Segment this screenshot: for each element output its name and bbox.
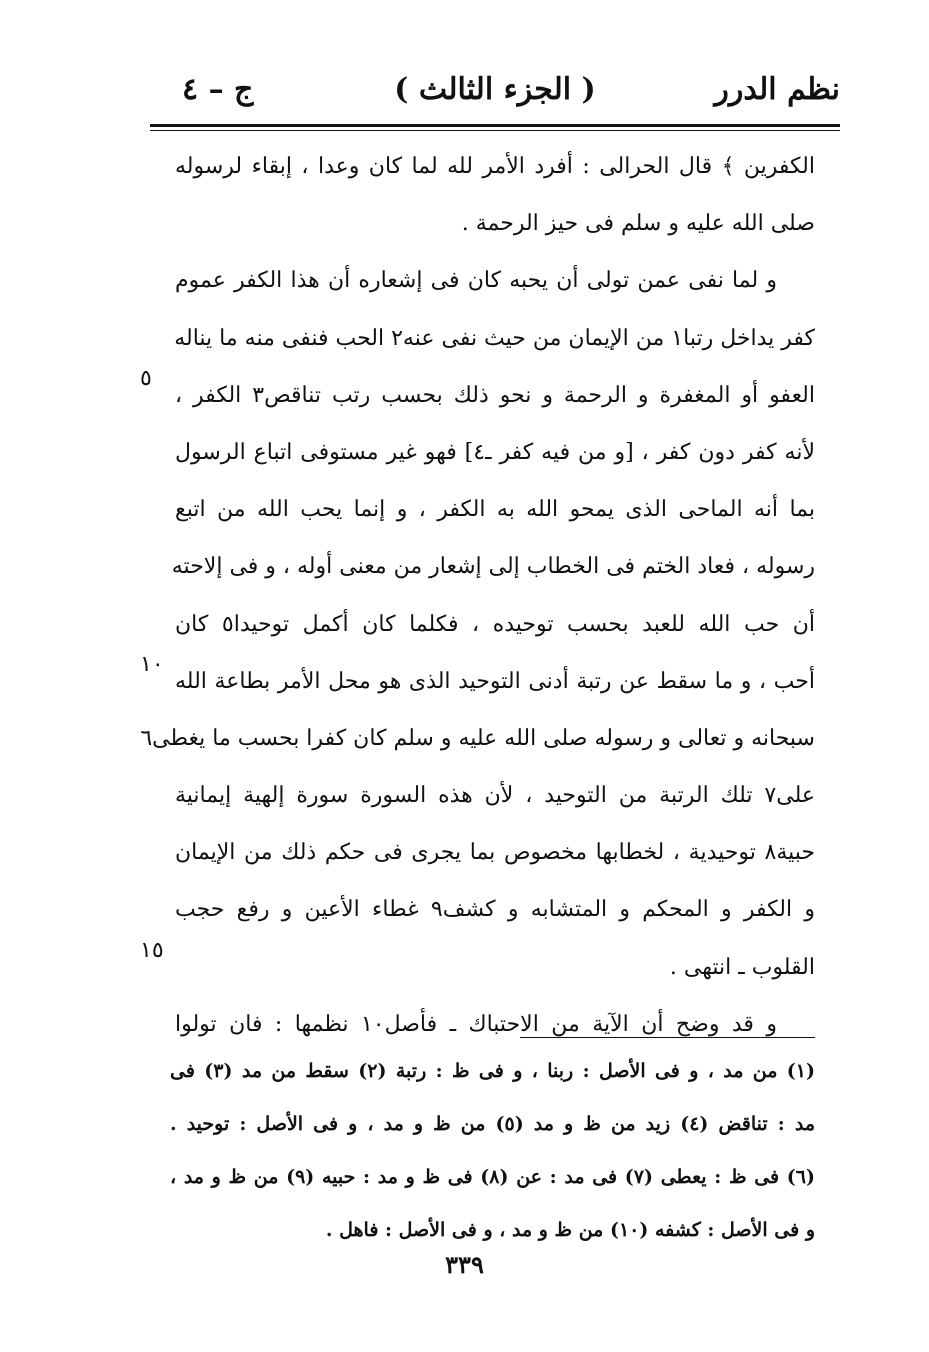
page-number: ٣٣٩ [445,1250,484,1279]
text-line: كفر يداخل رتبا١ من الإيمان من حيث نفى عنه٢ الحب فنفى منه ما يناله [174,325,815,351]
text-line: و قد وضح أن الآية من الاحتباك ـ فأصل١٠ نظمها : فان تولوا [175,1011,777,1037]
line-number: ٥ [140,366,152,391]
footnote-rule [520,1037,815,1038]
footnotes [170,1045,815,1257]
text-line: أن حب الله للعبد بحسب توحيده ، فكلما كان أكمل توحيدا٥ كان [175,611,816,637]
part-title: ( الجزء الثالث ) [394,72,596,107]
text-line: على٧ تلك الرتبة من التوحيد ، لأن هذه السورة سورة إلهية إيمانية [175,783,815,809]
header-rule-thin [150,130,840,131]
text-line: و لما نفى عمن تولى أن يحبه كان فى إشعاره أن هذا الكفر عموم [175,268,777,294]
book-title: نظم الدرر [714,72,840,107]
text-line: أحب ، و ما سقط عن رتبة أدنى التوحيد الذى هو محل الأمر بطاعة الله [175,668,815,694]
line-number: ١٥ [140,938,164,963]
running-header [150,72,840,122]
volume-label: ج – ٤ [182,72,254,107]
footnote-line: (١) من مد ، و فى الأصل : ربنا ، و فى ظ : رتبة (٢) سقط من مد (٣) فى [170,1060,815,1082]
text-line: صلى الله عليه و سلم فى حيز الرحمة . [461,211,815,237]
footnote-line: (٦) فى ظ : يعطى (٧) فى مد : عن (٨) فى ظ و مد : حبيه (٩) من ظ و مد ، [170,1166,816,1188]
footnote-line: مد : تناقض (٤) زيد من ظ و مد (٥) من ظ و مد ، و فى الأصل : توحيد . [170,1113,815,1135]
text-line: القلوب ـ انتهى . [669,954,815,980]
footnote-line: و فى الأصل : كشفه (١٠) من ظ و مد ، و فى الأصل : فاهل . [325,1219,815,1241]
text-line: الكفرين ﴾ قال الحرالى : أفرد الأمر لله لما كان وعدا ، إبقاء لرسوله [175,154,815,179]
text-line: بما أنه الماحى الذى يمحو الله به الكفر ، و إنما يحب الله من اتبع [175,497,815,523]
text-line: و الكفر و المحكم و المتشابه و كشف٩ غطاء الأعين و رفع حجب [175,897,815,923]
text-line: رسوله ، فعاد الختم فى الخطاب إلى إشعار من معنى أوله ، و فى إلاحته [171,554,815,580]
text-line: العفو أو المغفرة و الرحمة و نحو ذلك بحسب رتب تناقص٣ الكفر ، [175,382,815,408]
text-line: لأنه كفر دون كفر ، [و من فيه كفر ـ٤] فهو غير مستوفى اتباع الرسول [175,439,815,465]
line-number: ١٠ [140,652,164,677]
text-line: سبحانه و تعالى و رسوله صلى الله عليه و سلم كان كفرا بحسب ما يغطى٦ [140,725,815,751]
header-rule [150,124,840,127]
text-line: حبية٨ توحيدية ، لخطابها مخصوص بما يجرى فى حكم ذلك من الإيمان [175,840,815,866]
